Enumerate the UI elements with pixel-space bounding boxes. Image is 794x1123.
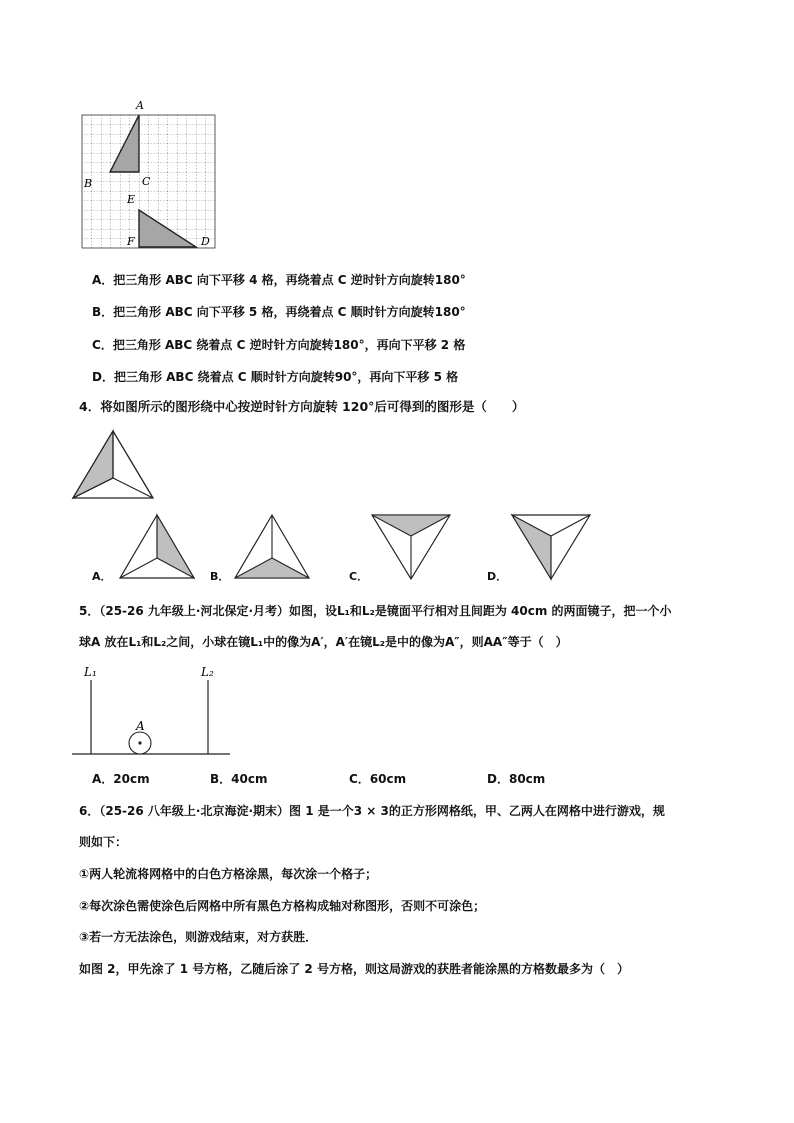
option-letter: D． <box>487 570 508 583</box>
option-text: 把三角形 ABC 向下平移 5 格，再绕着点 C 顺时针方向旋转180° <box>113 305 466 319</box>
label-e: E <box>127 193 136 206</box>
q3-option-c[interactable] <box>92 337 465 353</box>
q4-option-b[interactable] <box>210 512 320 584</box>
option-letter: B． <box>210 570 230 583</box>
option-letter: A． <box>92 772 114 786</box>
q4-option-d-figure <box>509 512 593 582</box>
option-text: 80cm <box>508 772 546 786</box>
option-letter: A． <box>92 273 114 287</box>
q6-rule-1: ①两人轮流将网格中的白色方格涂黑，每次涂一个格子； <box>79 867 378 881</box>
option-letter: D． <box>487 772 509 786</box>
label-a: A <box>136 719 145 733</box>
label-b: B <box>84 177 93 190</box>
option-letter: C． <box>349 772 370 786</box>
q3-option-b[interactable] <box>92 304 466 320</box>
q6-last-line: 如图 2，甲先涂了 1 号方格，乙随后涂了 2 号方格，则这局游戏的获胜者能涂黑的方格数最多为（ ） <box>79 962 629 976</box>
q4-option-c[interactable] <box>349 512 459 584</box>
q5-stem-line2: 球A 放在L₁和L₂之间，小球在镜L₁中的像为A′，A′在镜L₂是中的像为A″，则AA″等于（ ） <box>79 635 568 649</box>
q6-rule-3: ③若一方无法涂色，则游戏结束，对方获胜． <box>79 930 318 944</box>
label-l2: L₂ <box>201 665 214 679</box>
q4-option-a[interactable] <box>92 512 202 584</box>
q6-stem-line1: 6．（25-26 八年级上·北京海淀·期末）图 1 是一个3 × 3的正方形网格纸，甲、乙两人在网格中进行游戏，规 <box>79 804 665 818</box>
q4-option-d[interactable] <box>487 512 597 584</box>
option-text: 把三角形 ABC 向下平移 4 格，再绕着点 C 逆时针方向旋转180° <box>113 273 466 287</box>
q5-option-a[interactable] <box>92 771 150 787</box>
q5-option-d[interactable] <box>487 771 545 787</box>
q5-option-c[interactable] <box>349 771 406 787</box>
option-text: 40cm <box>231 772 268 786</box>
q5-stem-line1: 5．（25-26 九年级上·河北保定·月考）如图，设L₁和L₂是镜面平行相对且间距为 40cm 的两面镜子，把一个小 <box>79 604 672 618</box>
q4-original-triangle <box>70 428 160 503</box>
q3-grid-diagram <box>70 95 230 255</box>
q6-rule-2: ②每次涂色需使涂色后网格中所有黑色方格构成轴对称图形，否则不可涂色； <box>79 899 486 913</box>
q3-option-a[interactable] <box>92 272 466 288</box>
q3-option-d[interactable] <box>92 369 458 385</box>
q3-figure <box>70 95 230 255</box>
q4-option-c-figure <box>369 512 453 582</box>
label-f: F <box>127 235 135 248</box>
label-d: D <box>201 235 210 248</box>
q4-option-a-figure <box>117 512 197 582</box>
label-a: A <box>136 99 144 112</box>
option-text: 把三角形 ABC 绕着点 C 顺时针方向旋转90°，再向下平移 5 格 <box>113 370 459 384</box>
q4-original-figure <box>70 428 160 503</box>
q5-mirror-diagram <box>70 660 240 760</box>
option-letter: C． <box>349 570 369 583</box>
option-text: 把三角形 ABC 绕着点 C 逆时针方向旋转180°，再向下平移 2 格 <box>112 338 466 352</box>
q5-figure <box>70 660 240 760</box>
label-c: C <box>142 175 151 188</box>
q4-option-b-figure <box>232 512 312 582</box>
q5-option-b[interactable] <box>210 771 267 787</box>
option-letter: D． <box>92 370 114 384</box>
option-text: 60cm <box>369 772 407 786</box>
option-text: 20cm <box>113 772 150 786</box>
option-letter: B． <box>92 305 114 319</box>
q4-stem: 4．将如图所示的图形绕中心按逆时针方向旋转 120°后可得到的图形是（ ） <box>79 399 525 414</box>
option-letter: C． <box>92 338 113 352</box>
option-letter: B． <box>210 772 232 786</box>
q6-stem-line2: 则如下： <box>79 835 128 849</box>
label-l1: L₁ <box>84 665 97 679</box>
option-letter: A． <box>92 570 112 583</box>
